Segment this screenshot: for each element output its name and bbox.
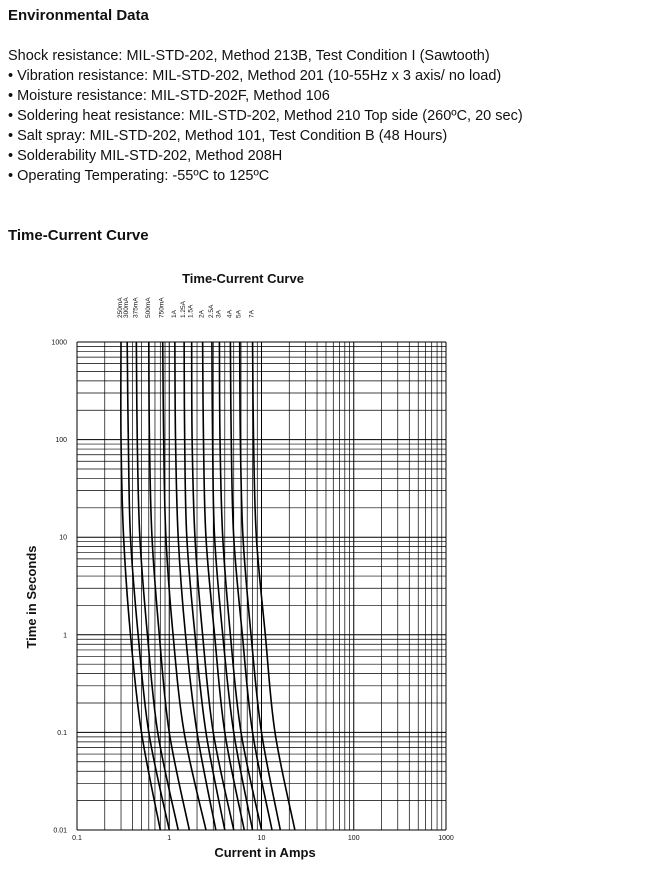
list-item: • Solderability MIL-STD-202, Method 208H bbox=[8, 148, 283, 164]
environmental-data-list bbox=[8, 46, 523, 186]
list-item: • Operating Temperating: -55ºC to 125ºC bbox=[8, 168, 270, 184]
list-item: • Soldering heat resistance: MIL-STD-202, Method 210 Top side (260ºC, 20 sec) bbox=[8, 108, 523, 124]
curve-label-300mA: 300mA bbox=[123, 297, 131, 318]
time-current-curve-heading: Time-Current Curve bbox=[8, 227, 149, 244]
curve-label-1.5A: 1.5A bbox=[187, 304, 195, 318]
chart-curves bbox=[121, 342, 295, 830]
list-item: • Vibration resistance: MIL-STD-202, Method 201 (10-55Hz x 3 axis/ no load) bbox=[8, 68, 502, 84]
chart-grid bbox=[77, 342, 446, 830]
curve-label-3A: 3A bbox=[215, 310, 223, 318]
list-item: • Moisture resistance: MIL-STD-202F, Method 106 bbox=[8, 88, 330, 104]
y-tick-label: 0.01 bbox=[53, 827, 67, 835]
y-tick-label: 100 bbox=[55, 437, 67, 445]
curve-labels bbox=[117, 297, 256, 318]
y-axis-title: Time in Seconds bbox=[24, 545, 39, 649]
y-tick-label: 10 bbox=[59, 534, 67, 542]
chart-title: Time-Current Curve bbox=[182, 271, 304, 286]
x-tick-label: 1 bbox=[167, 835, 172, 842]
curve-label-250mA: 250mA bbox=[117, 297, 125, 318]
curve-label-2A: 2A bbox=[198, 310, 206, 318]
y-tick-label: 1 bbox=[63, 632, 67, 640]
curve-250mA bbox=[121, 342, 160, 830]
curve-label-2.5A: 2.5A bbox=[207, 304, 215, 318]
curve-label-750mA: 750mA bbox=[158, 297, 166, 318]
curve-label-1A: 1A bbox=[170, 310, 178, 318]
list-item: • Salt spray: MIL-STD-202, Method 101, Test Condition B (48 Hours) bbox=[8, 128, 448, 144]
y-tick-label: 0.1 bbox=[57, 729, 67, 737]
x-tick-label: 100 bbox=[347, 835, 360, 842]
list-item: Shock resistance: MIL-STD-202, Method 213B, Test Condition I (Sawtooth) bbox=[8, 48, 490, 64]
curve-label-4A: 4A bbox=[226, 310, 234, 318]
curve-label-375mA: 375mA bbox=[132, 297, 140, 318]
curve-label-5A: 5A bbox=[235, 310, 243, 318]
environmental-data-heading: Environmental Data bbox=[8, 7, 149, 24]
curve-7A bbox=[253, 342, 295, 830]
y-tick-label: 1000 bbox=[51, 339, 67, 347]
curve-label-500mA: 500mA bbox=[144, 297, 152, 318]
time-current-chart bbox=[0, 262, 655, 862]
x-axis-title: Current in Amps bbox=[214, 845, 316, 860]
curve-375mA bbox=[136, 342, 178, 830]
x-tick-label: 0.1 bbox=[72, 835, 82, 842]
curve-label-1.25A: 1.25A bbox=[180, 301, 188, 318]
x-tick-label: 1000 bbox=[438, 835, 454, 842]
curve-label-7A: 7A bbox=[248, 310, 256, 318]
x-tick-label: 10 bbox=[257, 835, 266, 842]
